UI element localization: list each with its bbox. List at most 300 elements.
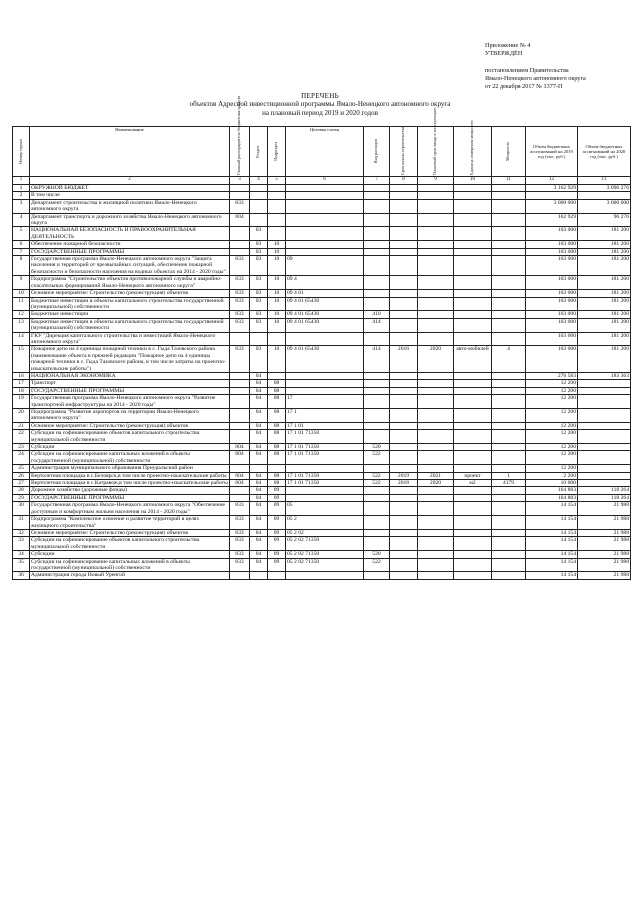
header-name: Наименование [30,127,230,177]
row-ministry: 833 [230,558,250,572]
column-number-row [13,177,631,185]
row-2019: 103 000 [526,346,578,373]
column-number: 7 [364,177,390,185]
row-ministry [230,422,250,429]
row-number: 4 [13,213,30,227]
row-subsection: 09 [268,529,286,536]
row-capacity [492,372,526,379]
table-row [13,551,631,558]
row-2020: 3 000 000 [578,199,631,213]
row-name: Пожарное депо на 4 единицы пожарной техники в с. Гыда Тазовского района (наименование объекта в прежней редакции "Пожарное депо на 4 единицы пожарной техники в с. Гыда Тазовского района, в том числе затраты на проектно-изыскательские работы") [30,346,230,373]
row-target: 17 1 01 71350 [286,444,364,451]
row-unit [454,551,492,558]
row-subsection: 09 [268,551,286,558]
table-row [13,213,631,227]
row-expense [364,227,390,241]
row-commission [418,487,454,494]
row-unit [454,241,492,248]
row-2019: 12 200 [526,395,578,409]
row-unit [454,318,492,332]
row-capacity [492,409,526,423]
row-capacity [492,248,526,255]
row-name: Подпрограмма "Развитие аэропортов на территории Ямало-Ненецкого автономного округа" [30,409,230,423]
row-start: 2019 [390,472,418,479]
row-target: 17 1 [286,409,364,423]
column-number: 9 [418,177,454,185]
row-number: 8 [13,256,30,276]
column-number: 8 [390,177,418,185]
row-expense [364,537,390,551]
row-commission [418,529,454,536]
row-commission [418,494,454,501]
row-name: Дорожное хозяйство (дорожные фонды) [30,487,230,494]
row-subsection: 10 [268,241,286,248]
row-capacity [492,199,526,213]
header-subsection: Подраздел [268,127,286,177]
row-start [390,430,418,444]
row-capacity [492,297,526,311]
row-capacity [492,276,526,290]
row-section: 04 [250,395,268,409]
row-number: 3 [13,199,30,213]
row-subsection: 10 [268,346,286,373]
row-section: 03 [250,311,268,318]
row-ministry [230,241,250,248]
row-number: 6 [13,241,30,248]
row-name: ГОСУДАРСТВЕННЫЕ ПРОГРАММЫ [30,387,230,394]
row-2019: 103 000 [526,227,578,241]
row-name: Подпрограмма "Комплексное освоение и развитие территорий в целях жилищного строительства" [30,516,230,530]
row-commission [418,380,454,387]
title-line-1: ПЕРЕЧЕНЬ [301,92,339,100]
row-capacity [492,387,526,394]
row-ministry: 804 [230,213,250,227]
row-expense [364,516,390,530]
row-target [286,387,364,394]
row-unit [454,213,492,227]
row-name: Администрация муниципального образования Приуральский район [30,465,230,472]
row-number: 21 [13,422,30,429]
row-capacity [492,311,526,318]
row-unit [454,185,492,192]
row-name: Транспорт [30,380,230,387]
row-capacity [492,494,526,501]
row-section: 04 [250,451,268,465]
row-name: Субсидии [30,444,230,451]
row-number: 17 [13,380,30,387]
row-subsection [268,227,286,241]
row-name: Вертолетная площадка в с.Белоярск,в том числе проектно-изыскательские работы [30,472,230,479]
row-ministry [230,380,250,387]
row-section: 04 [250,430,268,444]
table-row [13,318,631,332]
row-2019: 103 000 [526,241,578,248]
row-2020 [578,422,631,429]
row-target [286,380,364,387]
table-row [13,502,631,516]
row-unit [454,487,492,494]
row-target: 05 2 02 71350 [286,551,364,558]
row-commission [418,537,454,551]
row-unit [454,516,492,530]
row-expense [364,487,390,494]
approval-line: Приложение № 4 [485,42,531,49]
row-start [390,395,418,409]
row-ministry: 833 [230,516,250,530]
row-ministry [230,185,250,192]
row-capacity [492,256,526,276]
row-start [390,409,418,423]
row-2020: 181 200 [578,318,631,332]
row-ministry: 804 [230,444,250,451]
row-2019: 12 200 [526,380,578,387]
row-subsection [268,572,286,579]
row-start [390,256,418,276]
row-2019: 3 162 929 [526,185,578,192]
table-row [13,192,631,199]
row-unit [454,465,492,472]
row-commission [418,276,454,290]
row-start [390,551,418,558]
header-2020: Объем бюджетных ассигнований на 2020 год (тыс. руб.) [578,127,631,177]
row-name: Субсидии [30,551,230,558]
row-name: В том числе [30,192,230,199]
row-capacity [492,192,526,199]
row-number: 27 [13,480,30,487]
row-ministry: 804 [230,480,250,487]
row-subsection: 08 [268,422,286,429]
row-name: Основное мероприятие: Строительство (реконструкция) объектов [30,529,230,536]
row-number: 30 [13,502,30,516]
row-expense [364,199,390,213]
row-number: 31 [13,516,30,530]
row-capacity [492,332,526,346]
row-section: 04 [250,422,268,429]
row-number: 7 [13,248,30,255]
row-number: 25 [13,465,30,472]
row-2019: 164 883 [526,494,578,501]
row-expense [364,213,390,227]
row-commission [418,502,454,516]
row-ministry [230,465,250,472]
title-line-2: объектов Адресной инвестиционной программы Ямало-Ненецкого автономного округа [189,100,451,109]
row-start [390,465,418,472]
row-name: Вертолетная площадка в с.Катравож,в том числе проектно-изыскательские работы [31,480,228,487]
row-2020: 181 200 [578,290,631,297]
row-name: НАЦИОНАЛЬНАЯ БЕЗОПАСНОСТЬ И ПРАВООХРАНИТЕЛЬНАЯ ДЕЯТЕЛЬНОСТЬ [30,227,230,241]
table-row [13,572,631,579]
column-number: 12 [526,177,578,185]
row-subsection: 09 [268,558,286,572]
row-commission [418,185,454,192]
row-ministry: 804 [230,451,250,465]
row-capacity [492,241,526,248]
row-start [390,516,418,530]
table-row [13,430,631,444]
row-2020: 21 988 [578,529,631,536]
row-commission [418,572,454,579]
row-number: 24 [13,451,30,465]
row-2019: 14 154 [526,551,578,558]
row-2020: 183 363 [578,372,631,379]
row-ministry [230,395,250,409]
row-commission [418,451,454,465]
row-section: 04 [250,409,268,423]
row-subsection: 10 [268,297,286,311]
row-section: 04 [250,502,268,516]
row-unit [454,409,492,423]
row-name: Субсидии на софинансирование объектов капитального строительства муниципальной собственности [30,537,230,551]
row-capacity [492,551,526,558]
row-target [286,332,364,346]
table-row [13,487,631,494]
approval-line: от 22 декабря 2017 № 1377-П [485,83,563,91]
row-expense [364,297,390,311]
row-subsection: 10 [268,256,286,276]
row-2020: 181 200 [578,248,631,255]
row-2020: 181 200 [578,227,631,241]
row-2020: 21 988 [578,516,631,530]
row-commission [418,241,454,248]
row-number: 10 [13,290,30,297]
table-row [13,276,631,290]
row-start [390,537,418,551]
row-2020: 21 988 [578,558,631,572]
row-start [390,241,418,248]
row-commission [418,332,454,346]
row-target: 17 1 01 71350 [286,430,364,444]
row-ministry [230,572,250,579]
row-name: ГКУ "Дирекция капитального строительства и инвестиций Ямало-Ненецкого автономного округа" [30,332,230,346]
row-2020: 21 988 [578,551,631,558]
row-commission [418,551,454,558]
table-row [13,290,631,297]
row-capacity [492,537,526,551]
row-2020: 96 276 [578,213,631,227]
row-commission [418,311,454,318]
row-section: 04 [250,444,268,451]
row-name: Основное мероприятие: Строительство (реконструкция) объектов [30,422,230,429]
row-capacity [492,502,526,516]
row-2019: 14 154 [526,537,578,551]
row-name: Бюджетные инвестиции в объекты капитального строительства государственной (муниципальной) собственности [30,318,230,332]
row-2020 [578,444,631,451]
row-name: Субсидии на софинансирование капитальных вложений в объекты государственной (муниципальной) собственности [30,451,230,465]
row-2019 [526,192,578,199]
row-ministry: 833 [230,276,250,290]
row-2019: 12 200 [526,465,578,472]
row-2019: 3 000 000 [526,199,578,213]
row-target [286,192,364,199]
row-2020: 21 988 [578,502,631,516]
row-name: ГОСУДАРСТВЕННЫЕ ПРОГРАММЫ [30,248,230,255]
row-expense [364,465,390,472]
row-2020: 21 988 [578,537,631,551]
row-2020: 181 200 [578,311,631,318]
row-unit [454,297,492,311]
row-unit [454,276,492,290]
row-2019: 2 200 [526,472,578,479]
row-ministry: 833 [230,318,250,332]
row-expense [364,502,390,516]
row-2019: 103 000 [526,311,578,318]
row-unit [454,430,492,444]
table-row [13,185,631,192]
row-start [390,494,418,501]
row-commission [418,227,454,241]
row-2020: 3 096 276 [578,185,631,192]
row-capacity: 4179 [492,480,526,487]
row-number: 29 [13,494,30,501]
row-commission: 2020 [418,480,454,487]
row-capacity [492,395,526,409]
row-expense: 414 [364,346,390,373]
row-target [286,248,364,255]
row-ministry: 833 [230,502,250,516]
row-start [390,387,418,394]
header-capacity: Мощность [492,127,526,177]
row-unit [454,332,492,346]
row-target: 17 1 01 [286,422,364,429]
row-2020 [578,380,631,387]
row-section: 03 [250,241,268,248]
table-row [13,516,631,530]
row-subsection [268,465,286,472]
row-number: 13 [13,318,30,332]
row-name: Государственная программа Ямало-Ненецкого автономного округа "Развитие транспортной инфраструктуры на 2014 - 2020 годы" [30,395,230,409]
row-2019: 103 000 [526,256,578,276]
row-capacity [492,529,526,536]
row-unit [454,494,492,501]
table-row [13,494,631,501]
row-expense [364,387,390,394]
row-expense [364,248,390,255]
row-section: 04 [250,537,268,551]
column-number: 4 [250,177,268,185]
column-number: 10 [454,177,492,185]
row-expense: 522 [364,558,390,572]
row-unit [454,227,492,241]
row-2019: 103 000 [526,276,578,290]
row-start [390,199,418,213]
row-2019: 12 200 [526,387,578,394]
row-2019: 162 929 [526,213,578,227]
row-ministry [230,409,250,423]
row-number: 5 [13,227,30,241]
row-start [390,451,418,465]
row-2020: 118 264 [578,494,631,501]
row-number: 35 [13,558,30,572]
row-unit [454,248,492,255]
row-section: 03 [250,318,268,332]
row-2020 [578,480,631,487]
row-target: 17 1 01 71350 [286,472,364,479]
row-subsection: 10 [268,276,286,290]
row-commission [418,213,454,227]
row-commission [418,465,454,472]
row-name: Департамент транспорта и дорожного хозяйства Ямало-Ненецкого автономного округа [30,213,230,227]
row-name: НАЦИОНАЛЬНАЯ ЭКОНОМИКА [30,372,230,379]
row-unit [454,502,492,516]
row-section [250,332,268,346]
row-2020 [578,430,631,444]
row-subsection: 09 [268,502,286,516]
row-subsection: 09 [268,494,286,501]
row-name: Бюджетные инвестиции [30,311,230,318]
row-start: 2016 [390,346,418,373]
approval-line: постановлением Правительства [485,66,569,74]
row-unit: авто-мобилей [454,346,492,373]
row-2019: 103 000 [526,297,578,311]
row-target: 05 2 02 71350 [286,537,364,551]
row-capacity [492,487,526,494]
row-unit: м2 [454,480,492,487]
row-2020: 181 200 [578,276,631,290]
row-section [250,465,268,472]
row-capacity [492,213,526,227]
row-capacity [492,185,526,192]
row-capacity: 4 [492,346,526,373]
row-section: 03 [250,256,268,276]
row-2019: 103 000 [526,248,578,255]
header-section: Раздел [250,127,268,177]
row-unit [454,572,492,579]
table-row [13,248,631,255]
column-number: 1 [13,177,30,185]
row-ministry [230,372,250,379]
table-row [13,199,631,213]
row-2019: 103 000 [526,318,578,332]
row-commission [418,395,454,409]
row-ministry: 833 [230,537,250,551]
table-row [13,472,631,479]
row-target: 09 4 [286,276,364,290]
row-number: 20 [13,409,30,423]
row-unit [454,537,492,551]
row-name: Департамент строительства и жилищной политики Ямало-Ненецкого автономного округа [30,199,230,213]
header-start: Срок начала строительства [390,127,418,177]
row-expense [364,332,390,346]
row-expense [364,185,390,192]
row-2019: 12 200 [526,430,578,444]
row-capacity [492,451,526,465]
approval-line [485,58,635,66]
row-commission [418,516,454,530]
row-subsection: 08 [268,451,286,465]
title-line-3: на плановый период 2019 и 2020 годов [262,108,378,117]
row-subsection: 08 [268,409,286,423]
table-row [13,422,631,429]
row-target: 05 [286,502,364,516]
table-row [13,372,631,379]
row-target [286,185,364,192]
row-2020 [578,409,631,423]
row-unit [454,311,492,318]
row-target: 05 2 02 71350 [286,558,364,572]
row-ministry: 833 [230,297,250,311]
column-number: 5 [268,177,286,185]
table-row [13,395,631,409]
row-start [390,248,418,255]
row-unit: проект [454,472,492,479]
row-target: 05 2 [286,516,364,530]
column-number: 13 [578,177,631,185]
row-target: 09 [286,256,364,276]
row-commission [418,430,454,444]
row-section: 04 [250,551,268,558]
row-commission [418,422,454,429]
row-name: Основное мероприятие: Строительство (реконструкция) объектов [30,290,230,297]
